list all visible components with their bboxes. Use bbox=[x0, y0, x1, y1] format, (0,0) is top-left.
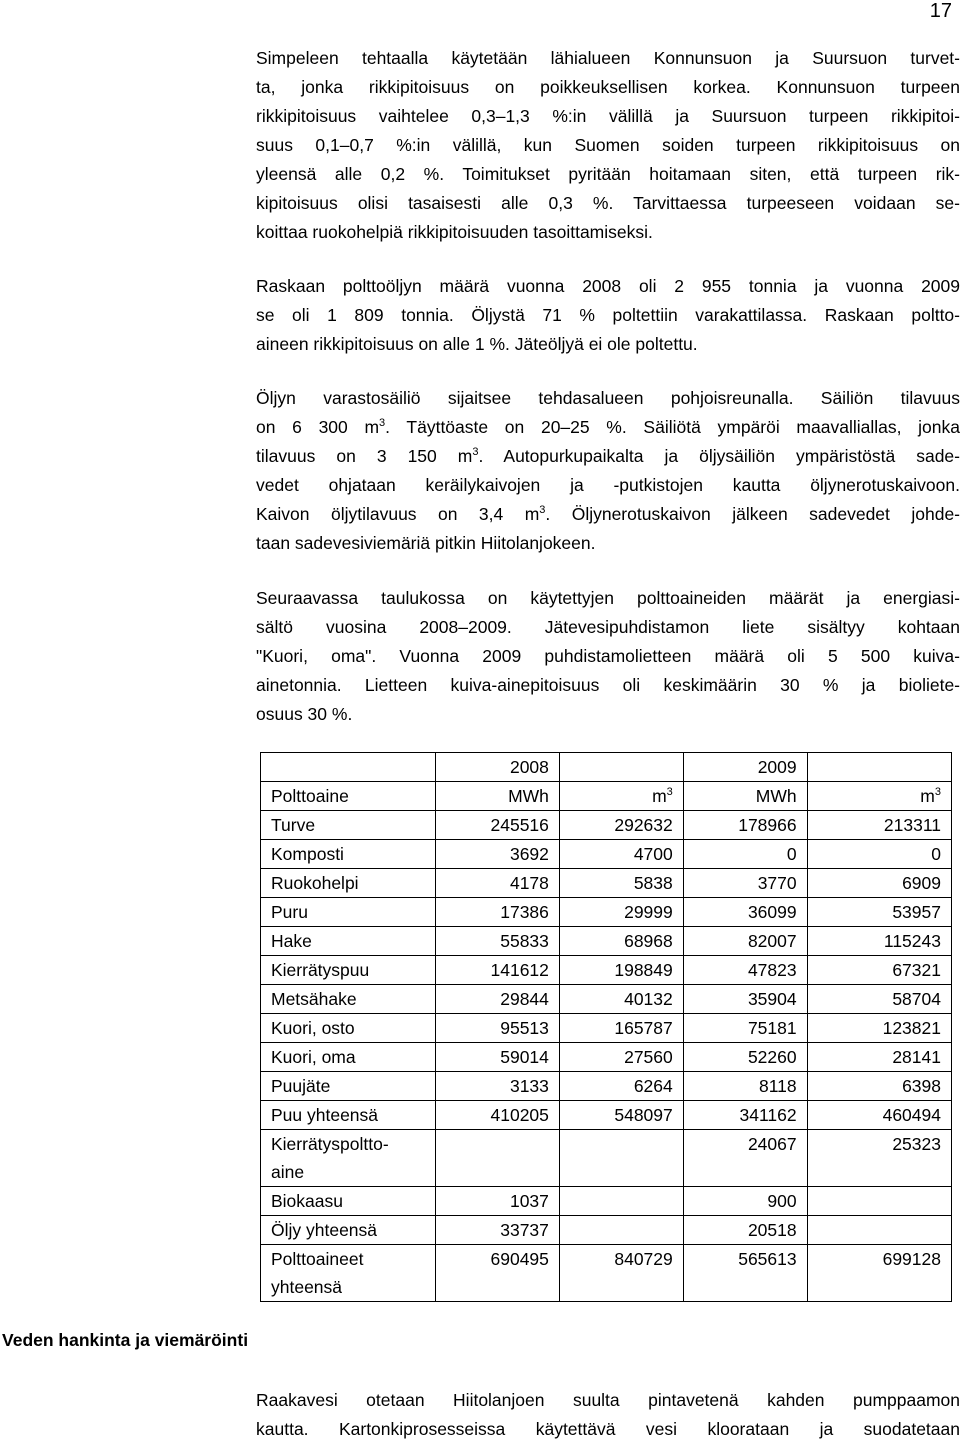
table-header-cell bbox=[807, 782, 951, 811]
value-cell: 6264 bbox=[559, 1072, 683, 1101]
table-header-cell: 2009 bbox=[683, 753, 807, 782]
table-header-row bbox=[261, 753, 952, 782]
fuel-name-cell: Ruokohelpi bbox=[261, 869, 436, 898]
text-line: se oli 1 809 tonnia. Öljystä 71 % poltettiin varakattilassa. Raskaan poltto- bbox=[256, 305, 960, 325]
value-cell bbox=[559, 1216, 683, 1245]
fuel-name-cell: Turve bbox=[261, 811, 436, 840]
fuel-name-cell: Kierrätyspuu bbox=[261, 956, 436, 985]
value-cell: 123821 bbox=[807, 1014, 951, 1043]
fuel-name-cell: Puru bbox=[261, 898, 436, 927]
paragraph-raw-water bbox=[256, 1386, 960, 1444]
value-cell: 40132 bbox=[559, 985, 683, 1014]
text-segment: on 6 300 m bbox=[256, 417, 380, 437]
value-cell: 29999 bbox=[559, 898, 683, 927]
value-cell bbox=[559, 1130, 683, 1187]
text-line: kipitoisuus olisi tasaisesti alle 0,3 %. Tarvittaessa turpeeseen voidaan se- bbox=[256, 193, 960, 213]
value-cell bbox=[559, 1187, 683, 1216]
text-line: Raakavesi otetaan Hiitolanjoen suulta pintavetenä kahden pumppaamon bbox=[256, 1390, 960, 1410]
table-row bbox=[261, 1245, 952, 1302]
value-cell: 900 bbox=[683, 1187, 807, 1216]
value-cell: 3133 bbox=[436, 1072, 560, 1101]
text-segment: Kaivon öljytilavuus on 3,4 m bbox=[256, 504, 540, 524]
table-row bbox=[261, 869, 952, 898]
value-cell: 67321 bbox=[807, 956, 951, 985]
text-line: Simpeleen tehtaalla käytetään lähialueen Konnunsuon ja Suursuon turvet- bbox=[256, 48, 960, 68]
table-row bbox=[261, 898, 952, 927]
fuel-name-cell: Kuori, oma bbox=[261, 1043, 436, 1072]
table-row bbox=[261, 985, 952, 1014]
table-units-row bbox=[261, 782, 952, 811]
superscript: 3 bbox=[934, 786, 941, 799]
superscript: 3 bbox=[379, 417, 386, 430]
text-line bbox=[256, 413, 960, 442]
table-row bbox=[261, 1216, 952, 1245]
section-heading-water-supply: Veden hankinta ja viemäröinti bbox=[2, 1330, 249, 1350]
fuel-name-cell: Biokaasu bbox=[261, 1187, 436, 1216]
table-row bbox=[261, 1043, 952, 1072]
value-cell: 82007 bbox=[683, 927, 807, 956]
value-cell: 68968 bbox=[559, 927, 683, 956]
value-cell: 58704 bbox=[807, 985, 951, 1014]
text-line bbox=[256, 500, 960, 529]
text-line: ta, jonka rikkipitoisuus on poikkeuksellisen korkea. Konnunsuon turpeen bbox=[256, 77, 960, 97]
value-cell: 8118 bbox=[683, 1072, 807, 1101]
fuel-name-cell: Kuori, osto bbox=[261, 1014, 436, 1043]
value-cell: 460494 bbox=[807, 1101, 951, 1130]
value-cell: 25323 bbox=[807, 1130, 951, 1187]
value-cell: 141612 bbox=[436, 956, 560, 985]
text-line: "Kuori, oma". Vuonna 2009 puhdistamolietteen määrä oli 5 500 kuiva- bbox=[256, 646, 960, 666]
superscript: 3 bbox=[539, 504, 546, 517]
text-line: osuus 30 %. bbox=[256, 704, 353, 724]
value-cell: 47823 bbox=[683, 956, 807, 985]
value-cell: 3770 bbox=[683, 869, 807, 898]
value-cell: 5838 bbox=[559, 869, 683, 898]
value-cell: 20518 bbox=[683, 1216, 807, 1245]
text-line: koittaa ruokohelpiä rikkipitoisuuden tasoittamiseksi. bbox=[256, 222, 653, 242]
value-cell: 0 bbox=[807, 840, 951, 869]
value-cell: 36099 bbox=[683, 898, 807, 927]
value-cell: 28141 bbox=[807, 1043, 951, 1072]
value-cell: 699128 bbox=[807, 1245, 951, 1302]
fuel-name-cell: Öljy yhteensä bbox=[261, 1216, 436, 1245]
unit-text: m bbox=[652, 786, 667, 806]
superscript: 3 bbox=[472, 446, 479, 459]
text-line: suus 0,1–0,7 %:in välillä, kun Suomen soiden turpeen rikkipitoisuus on bbox=[256, 135, 960, 155]
value-cell: 3692 bbox=[436, 840, 560, 869]
value-cell: 4178 bbox=[436, 869, 560, 898]
text-line: yleensä alle 0,2 %. Toimitukset pyritään hoitamaan siten, että turpeen rik- bbox=[256, 164, 960, 184]
value-cell: 6398 bbox=[807, 1072, 951, 1101]
fuel-name-cell: Komposti bbox=[261, 840, 436, 869]
value-cell: 245516 bbox=[436, 811, 560, 840]
text-segment: . Öljynerotuskaivon jälkeen sadevedet johde- bbox=[545, 504, 960, 524]
value-cell: 0 bbox=[683, 840, 807, 869]
value-cell: 115243 bbox=[807, 927, 951, 956]
value-cell: 4700 bbox=[559, 840, 683, 869]
text-line: Seuraavassa taulukossa on käytettyjen polttoaineiden määrät ja energiasi- bbox=[256, 588, 960, 608]
value-cell: 548097 bbox=[559, 1101, 683, 1130]
value-cell: 24067 bbox=[683, 1130, 807, 1187]
paragraph-oil-tank bbox=[256, 384, 960, 558]
value-cell: 95513 bbox=[436, 1014, 560, 1043]
value-cell: 1037 bbox=[436, 1187, 560, 1216]
fuel-name-cell: Kierrätyspoltto- aine bbox=[261, 1130, 436, 1187]
text-segment: tilavuus on 3 150 m bbox=[256, 446, 473, 466]
table-row bbox=[261, 1014, 952, 1043]
value-cell: 213311 bbox=[807, 811, 951, 840]
text-line: taan sadevesiviemäriä pitkin Hiitolanjokeen. bbox=[256, 533, 596, 553]
table-row bbox=[261, 1101, 952, 1130]
fuel-name-cell: Hake bbox=[261, 927, 436, 956]
text-segment: . Täyttöaste on 20–25 %. Säiliötä ympäröi maavalliallas, jonka bbox=[385, 417, 960, 437]
page-number: 17 bbox=[929, 0, 952, 22]
table-row bbox=[261, 956, 952, 985]
table-row bbox=[261, 1187, 952, 1216]
table-header-cell bbox=[559, 782, 683, 811]
value-cell: 6909 bbox=[807, 869, 951, 898]
text-segment: . Autopurkupaikalta ja öljysäiliön ympäristöstä sade- bbox=[478, 446, 960, 466]
table-row bbox=[261, 840, 952, 869]
table-row bbox=[261, 1130, 952, 1187]
value-cell bbox=[436, 1130, 560, 1187]
value-cell: 198849 bbox=[559, 956, 683, 985]
text-line: vedet ohjataan keräilykaivojen ja -putkistojen kautta öljynerotuskaivoon. bbox=[256, 475, 960, 495]
value-cell: 75181 bbox=[683, 1014, 807, 1043]
text-line: Raskaan polttoöljyn määrä vuonna 2008 oli 2 955 tonnia ja vuonna 2009 bbox=[256, 276, 960, 296]
value-cell: 165787 bbox=[559, 1014, 683, 1043]
value-cell: 690495 bbox=[436, 1245, 560, 1302]
value-cell: 178966 bbox=[683, 811, 807, 840]
fuel-name-cell: Metsähake bbox=[261, 985, 436, 1014]
value-cell: 59014 bbox=[436, 1043, 560, 1072]
value-cell: 33737 bbox=[436, 1216, 560, 1245]
value-cell bbox=[807, 1187, 951, 1216]
text-line: Öljyn varastosäiliö sijaitsee tehdasalueen pohjoisreunalla. Säiliön tilavuus bbox=[256, 388, 960, 408]
text-line: ainetonnia. Lietteen kuiva-ainepitoisuus oli keskimäärin 30 % ja biolietе- bbox=[256, 675, 960, 695]
value-cell: 565613 bbox=[683, 1245, 807, 1302]
table-cell bbox=[261, 753, 436, 782]
value-cell: 341162 bbox=[683, 1101, 807, 1130]
text-line: sältö vuosina 2008–2009. Jätevesipuhdistamon liete sisältyy kohtaan bbox=[256, 617, 960, 637]
value-cell: 52260 bbox=[683, 1043, 807, 1072]
value-cell: 840729 bbox=[559, 1245, 683, 1302]
superscript: 3 bbox=[666, 786, 673, 799]
fuel-name-cell: Puujäte bbox=[261, 1072, 436, 1101]
fuel-table bbox=[260, 752, 952, 1302]
table-header-cell: MWh bbox=[683, 782, 807, 811]
fuel-name-cell: Puu yhteensä bbox=[261, 1101, 436, 1130]
text-line: aineen rikkipitoisuus on alle 1 %. Jäteöljyä ei ole poltettu. bbox=[256, 334, 698, 354]
value-cell: 17386 bbox=[436, 898, 560, 927]
paragraph-heavy-oil bbox=[256, 272, 960, 359]
fuel-name-cell: Polttoaineet yhteensä bbox=[261, 1245, 436, 1302]
table-row bbox=[261, 927, 952, 956]
value-cell: 410205 bbox=[436, 1101, 560, 1130]
text-line: kautta. Kartonkiprosesseissa käytettävä vesi kloorataan ja suodatetaan bbox=[256, 1419, 960, 1439]
value-cell: 29844 bbox=[436, 985, 560, 1014]
text-line bbox=[256, 442, 960, 471]
table-row bbox=[261, 811, 952, 840]
value-cell bbox=[807, 1216, 951, 1245]
value-cell: 35904 bbox=[683, 985, 807, 1014]
paragraph-peat-sulfur bbox=[256, 44, 960, 247]
unit-text: m bbox=[920, 786, 935, 806]
text-line: rikkipitoisuus vaihtelee 0,3–1,3 %:in välillä ja Suursuon turpeen rikkipitoi- bbox=[256, 106, 960, 126]
table-header-cell: MWh bbox=[436, 782, 560, 811]
table-cell bbox=[559, 753, 683, 782]
table-cell bbox=[807, 753, 951, 782]
value-cell: 27560 bbox=[559, 1043, 683, 1072]
table-row bbox=[261, 1072, 952, 1101]
table-header-cell: Polttoaine bbox=[261, 782, 436, 811]
value-cell: 53957 bbox=[807, 898, 951, 927]
table-header-cell: 2008 bbox=[436, 753, 560, 782]
value-cell: 55833 bbox=[436, 927, 560, 956]
paragraph-table-intro bbox=[256, 584, 960, 729]
value-cell: 292632 bbox=[559, 811, 683, 840]
